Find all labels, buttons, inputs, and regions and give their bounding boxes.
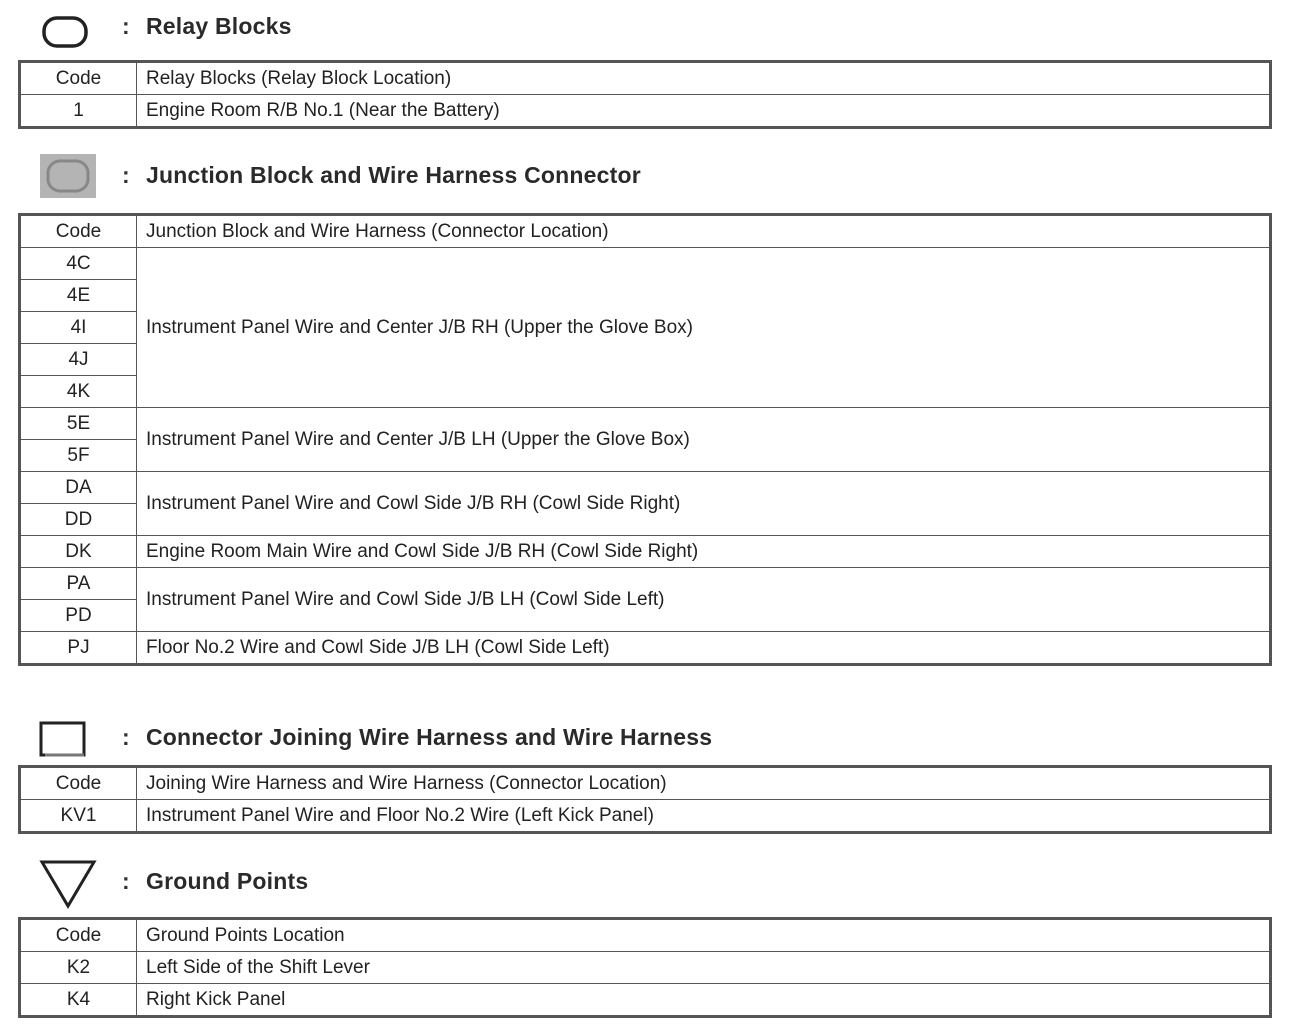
table-header-row <box>20 767 1271 800</box>
square-connector-icon <box>38 720 88 758</box>
connector-heading <box>0 718 1312 758</box>
section-title: Ground Points <box>146 868 309 894</box>
row-location: Instrument Panel Wire and Center J/B LH (Upper the Glove Box) <box>137 408 1271 472</box>
ground-points-table <box>18 917 1272 1018</box>
row-code: K2 <box>20 952 137 984</box>
relay-blocks-table <box>18 60 1272 129</box>
row-code: PJ <box>20 632 137 665</box>
table-row <box>20 248 1271 280</box>
row-location: Engine Room Main Wire and Cowl Side J/B RH (Cowl Side Right) <box>137 536 1271 568</box>
table-row <box>20 984 1271 1017</box>
table-row <box>20 800 1271 833</box>
table-row <box>20 408 1271 440</box>
row-location: Left Side of the Shift Lever <box>137 952 1271 984</box>
code-header: Code <box>20 215 137 248</box>
table-header-row <box>20 62 1271 95</box>
row-code: 4K <box>20 376 137 408</box>
heading-colon: : <box>122 868 130 894</box>
table-row <box>20 568 1271 600</box>
row-code: 1 <box>20 95 137 128</box>
table-row <box>20 536 1271 568</box>
heading-colon: : <box>122 724 130 750</box>
row-location: Engine Room R/B No.1 (Near the Battery) <box>137 95 1271 128</box>
row-code: 4I <box>20 312 137 344</box>
section-title: Junction Block and Wire Harness Connector <box>146 162 641 188</box>
section-title: Connector Joining Wire Harness and Wire Harness <box>146 724 713 750</box>
table-row <box>20 95 1271 128</box>
row-code: 4E <box>20 280 137 312</box>
row-location: Floor No.2 Wire and Cowl Side J/B LH (Cowl Side Left) <box>137 632 1271 665</box>
row-code: 5F <box>20 440 137 472</box>
connector-table <box>18 765 1272 834</box>
ground-points-heading <box>0 860 1312 900</box>
rounded-rect-icon <box>40 14 90 50</box>
location-header: Junction Block and Wire Harness (Connector Location) <box>137 215 1271 248</box>
table-header-row <box>20 215 1271 248</box>
heading-colon: : <box>122 13 130 39</box>
row-code: PD <box>20 600 137 632</box>
row-location: Instrument Panel Wire and Center J/B RH (Upper the Glove Box) <box>137 248 1271 408</box>
table-row <box>20 952 1271 984</box>
code-header: Code <box>20 919 137 952</box>
location-header: Joining Wire Harness and Wire Harness (Connector Location) <box>137 767 1271 800</box>
row-location: Instrument Panel Wire and Cowl Side J/B LH (Cowl Side Left) <box>137 568 1271 632</box>
row-code: DA <box>20 472 137 504</box>
row-code: KV1 <box>20 800 137 833</box>
code-header: Code <box>20 62 137 95</box>
row-location: Instrument Panel Wire and Floor No.2 Wire (Left Kick Panel) <box>137 800 1271 833</box>
junction-block-table <box>18 213 1272 666</box>
down-triangle-icon <box>38 858 98 910</box>
row-code: 5E <box>20 408 137 440</box>
row-code: K4 <box>20 984 137 1017</box>
table-header-row <box>20 919 1271 952</box>
row-code: PA <box>20 568 137 600</box>
heading-colon: : <box>122 162 130 188</box>
junction-block-heading <box>0 156 1312 196</box>
location-header: Ground Points Location <box>137 919 1271 952</box>
relay-blocks-heading <box>0 8 1312 48</box>
row-code: 4C <box>20 248 137 280</box>
row-location: Right Kick Panel <box>137 984 1271 1017</box>
code-header: Code <box>20 767 137 800</box>
table-row <box>20 632 1271 665</box>
table-row <box>20 472 1271 504</box>
row-code: DD <box>20 504 137 536</box>
location-header: Relay Blocks (Relay Block Location) <box>137 62 1271 95</box>
row-location: Instrument Panel Wire and Cowl Side J/B RH (Cowl Side Right) <box>137 472 1271 536</box>
shaded-rounded-rect-icon <box>38 152 98 200</box>
section-title: Relay Blocks <box>146 13 292 39</box>
row-code: DK <box>20 536 137 568</box>
row-code: 4J <box>20 344 137 376</box>
